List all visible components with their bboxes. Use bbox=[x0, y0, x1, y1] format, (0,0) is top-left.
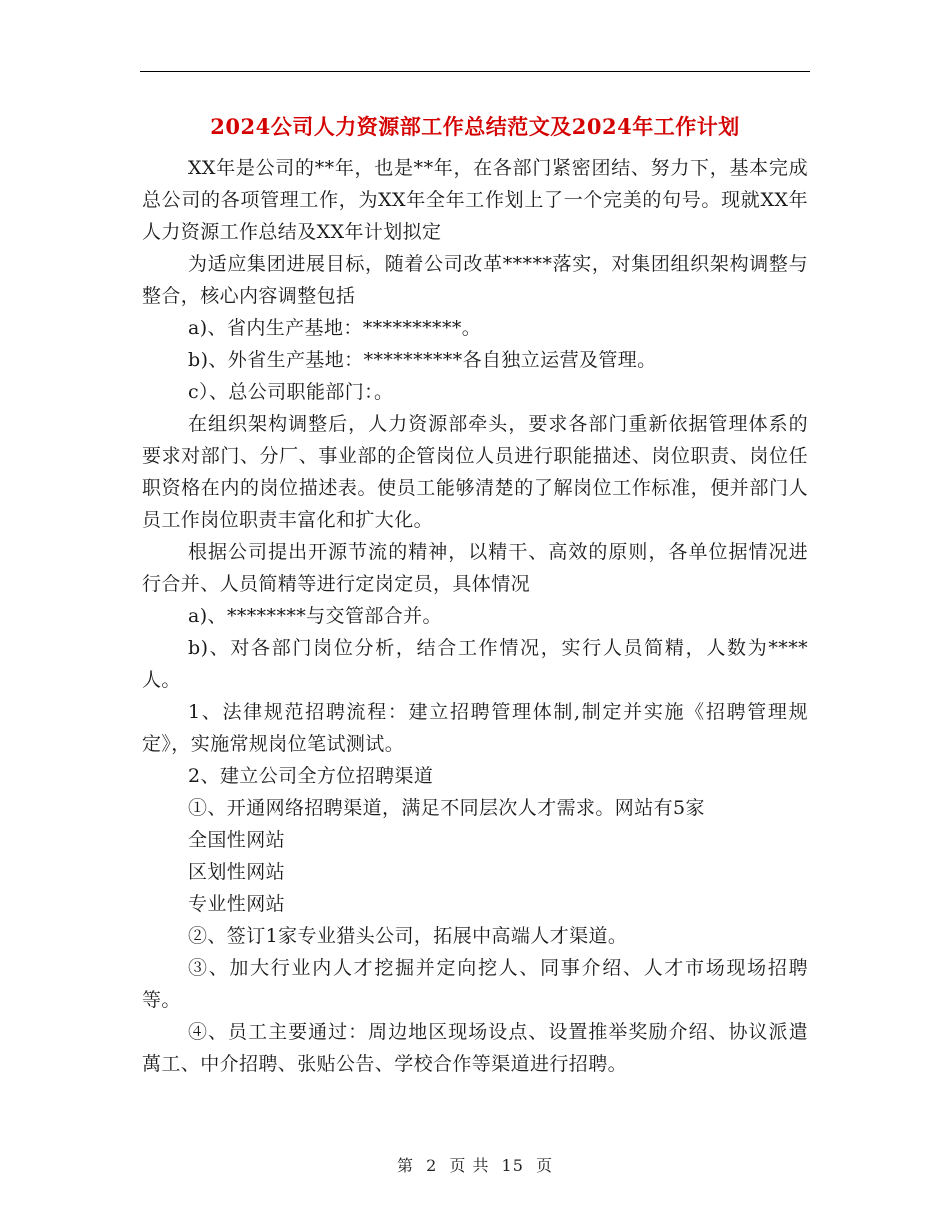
document-body bbox=[142, 152, 808, 1080]
paragraph: c）、总公司职能部门：。 bbox=[188, 381, 394, 403]
paragraph: 根据公司提出开源节流的精神，以精干、高效的原则，各单位据情况进行合并、人员简精等进行定岗定员，具体情况 bbox=[142, 541, 808, 595]
footer-page-number: 2 bbox=[426, 1156, 438, 1175]
document-title: 2024公司人力资源部工作总结范文及2024年工作计划 bbox=[210, 114, 740, 139]
footer-middle: 页 共 bbox=[449, 1156, 490, 1175]
list-item: 专业性网站 bbox=[188, 893, 286, 915]
page-footer bbox=[0, 1153, 950, 1176]
footer-prefix: 第 bbox=[396, 1156, 414, 1175]
list-item: 全国性网站 bbox=[188, 829, 286, 851]
paragraph: ④、员工主要通过：周边地区现场设点、设置推举奖励介绍、协议派遣萬工、中介招聘、张贴公告、学校合作等渠道进行招聘。 bbox=[142, 1021, 808, 1075]
footer-suffix: 页 bbox=[536, 1156, 554, 1175]
paragraph: 1、法律规范招聘流程：建立招聘管理体制,制定并实施《招聘管理规定》，实施常规岗位笔试测试。 bbox=[142, 701, 808, 755]
paragraph: b)、对各部门岗位分析，结合工作情况，实行人员简精，人数为****人。 bbox=[142, 637, 808, 691]
header-rule bbox=[140, 71, 810, 72]
paragraph: ②、签订1家专业猎头公司，拓展中高端人才渠道。 bbox=[188, 925, 628, 947]
paragraph: 为适应集团进展目标，随着公司改革*****落实，对集团组织架构调整与整合，核心内容调整包括 bbox=[142, 253, 808, 307]
paragraph: 2、建立公司全方位招聘渠道 bbox=[188, 765, 434, 787]
paragraph: a)、********与交管部合并。 bbox=[188, 605, 442, 627]
paragraph: ③、加大行业内人才挖掘并定向挖人、同事介绍、人才市场现场招聘等。 bbox=[142, 957, 808, 1011]
paragraph: 在组织架构调整后，人力资源部牵头，要求各部门重新依据管理体系的要求对部门、分厂、事业部的企管岗位人员进行职能描述、岗位职责、岗位任职资格在内的岗位描述表。使员工能够清楚的了解岗位工作标准，便并部门人员工作岗位职责丰富化和扩大化。 bbox=[142, 413, 808, 531]
paragraph: XX年是公司的**年，也是**年，在各部门紧密团结、努力下，基本完成总公司的各项管理工作，为XX年全年工作划上了一个完美的句号。现就XX年人力资源工作总结及XX年计划拟定 bbox=[142, 157, 808, 243]
paragraph: a)、省内生产基地：**********。 bbox=[188, 317, 482, 339]
list-item: 区划性网站 bbox=[188, 861, 286, 883]
footer-page-total: 15 bbox=[501, 1156, 524, 1175]
paragraph: ①、开通网络招聘渠道，满足不同层次人才需求。网站有5家 bbox=[188, 797, 705, 819]
paragraph: b)、外省生产基地：**********各自独立运营及管理。 bbox=[188, 349, 657, 371]
